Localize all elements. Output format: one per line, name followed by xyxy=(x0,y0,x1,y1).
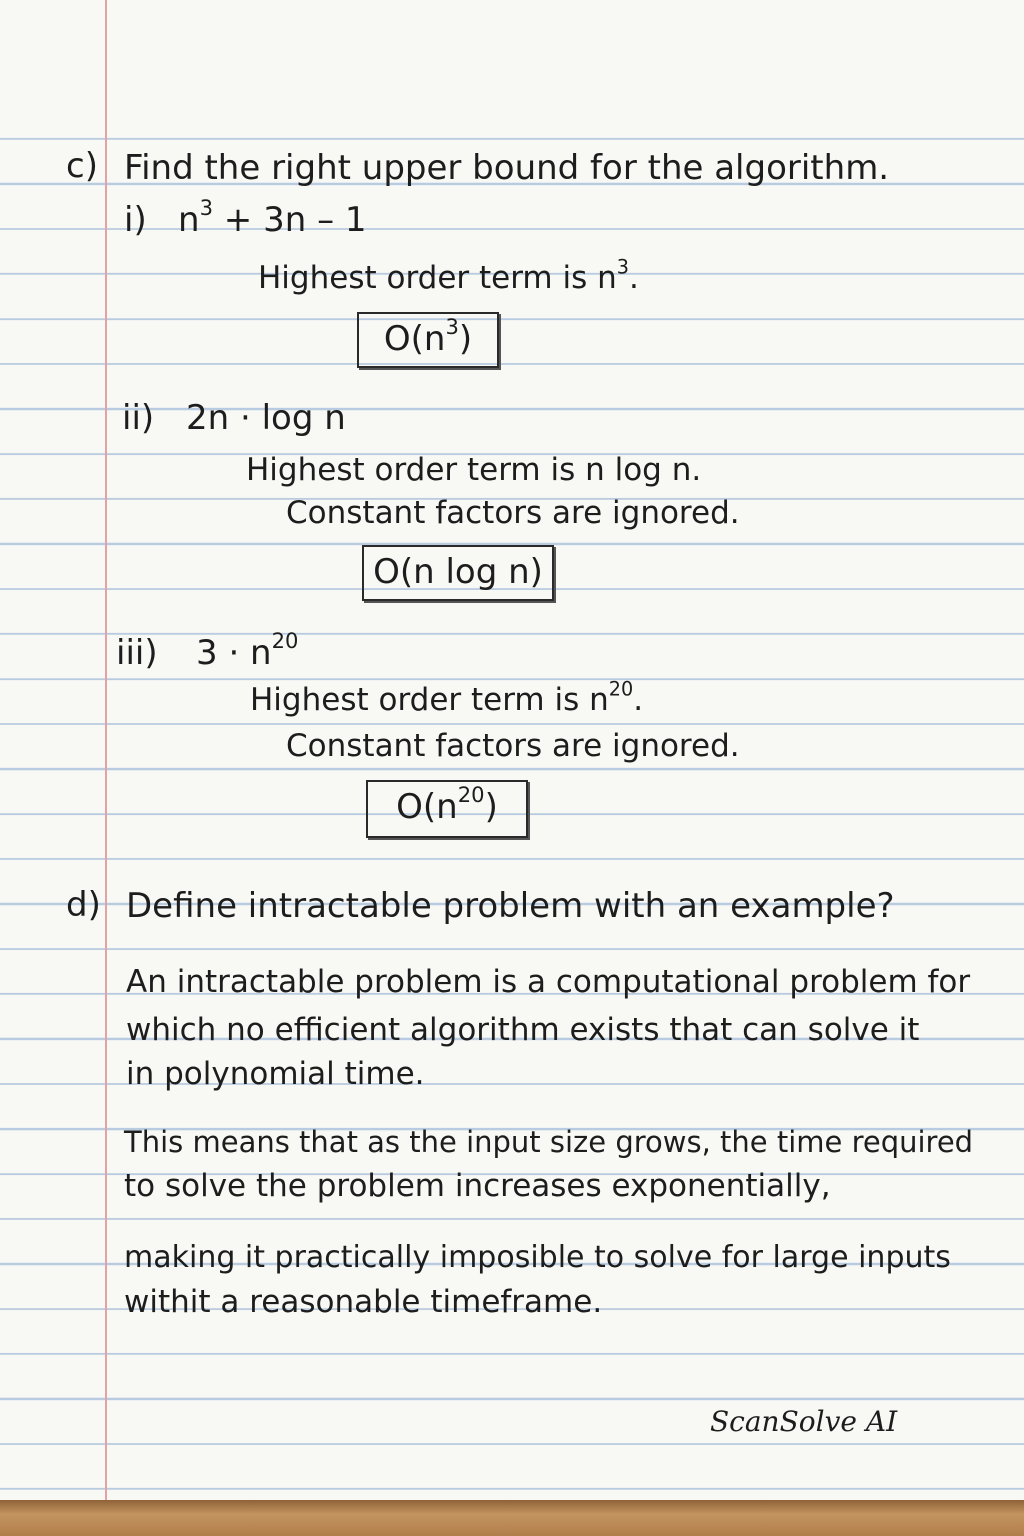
answer-para1-line1: An intractable problem is a computational problem for xyxy=(126,964,971,1000)
item-iii-answer-box: $O(n^{20})$ xyxy=(366,780,528,838)
item-iii-expression: $3 \cdot n^{20}$ xyxy=(196,628,299,673)
page-top-margin xyxy=(0,0,1024,120)
wooden-table-edge xyxy=(0,1500,1024,1536)
item-ii-expression: 2n · log n xyxy=(186,398,346,438)
item-i-expression: $n^3 + 3n - 1$ xyxy=(178,195,367,240)
section-d-label: d) xyxy=(66,885,101,925)
answer-para3-line1: making it practically imposible to solve for large inputs xyxy=(124,1240,951,1275)
answer-para1-line2: which no efficient algorithm exists that can solve it xyxy=(126,1012,920,1048)
item-i-explanation: Highest order term is $n^3$. xyxy=(258,255,639,296)
section-c-question: Find the right upper bound for the algorithm. xyxy=(124,148,890,188)
item-iii-label: iii) xyxy=(116,633,158,673)
item-ii-answer-box: O(n log n) xyxy=(362,545,554,601)
item-iii-explanation-2: Constant factors are ignored. xyxy=(286,728,740,764)
item-ii-label: ii) xyxy=(122,398,155,438)
answer-para1-line3: in polynomial time. xyxy=(126,1056,425,1092)
answer-para2-line1: This means that as the input size grows, the time required xyxy=(124,1125,974,1159)
item-iii-explanation-1: Highest order term is $n^{20}$. xyxy=(250,677,644,718)
margin-line xyxy=(105,0,107,1500)
answer-para2-line2: to solve the problem increases exponentially, xyxy=(124,1168,831,1204)
signature: ScanSolve AI xyxy=(710,1405,898,1438)
item-i-label: i) xyxy=(124,200,147,240)
section-d-question: Define intractable problem with an example? xyxy=(126,886,895,926)
answer-para3-line2: withit a reasonable timeframe. xyxy=(124,1284,603,1320)
item-ii-explanation-1: Highest order term is n log n. xyxy=(246,452,702,488)
section-c-label: c) xyxy=(66,146,98,186)
item-ii-explanation-2: Constant factors are ignored. xyxy=(286,495,740,531)
item-i-answer-box: $O(n^3)$ xyxy=(357,312,499,368)
